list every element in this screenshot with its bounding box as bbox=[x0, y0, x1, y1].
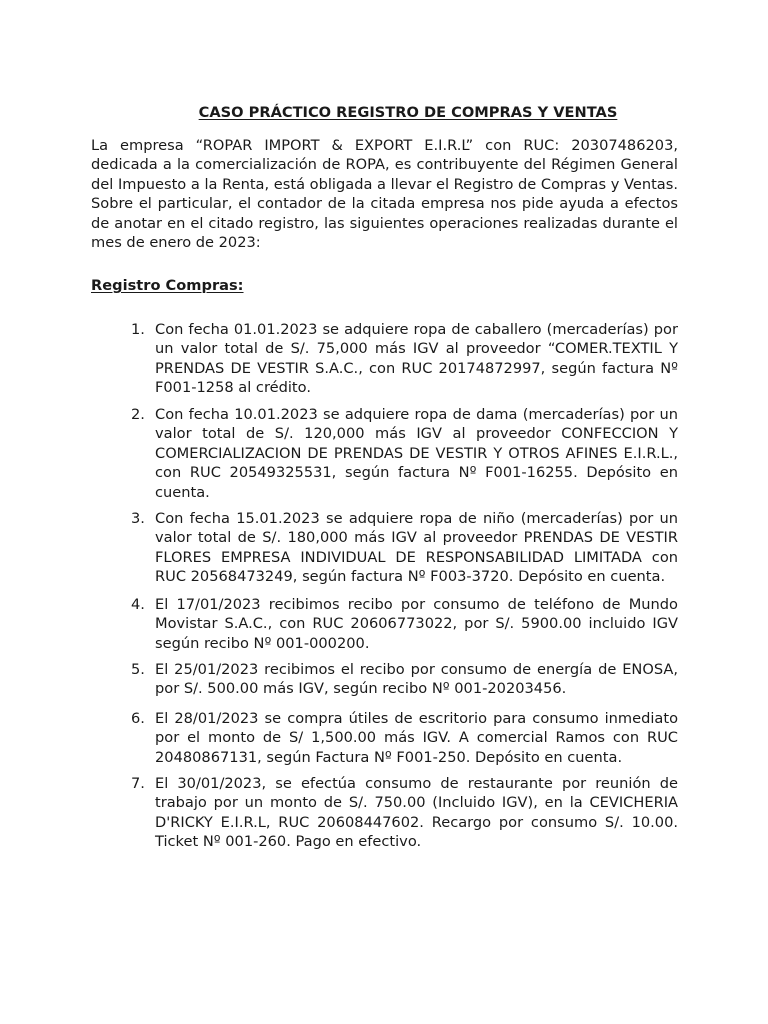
list-item-text: Con fecha 10.01.2023 se adquiere ropa de dama (mercaderías) por un valor total de S/. 120,000 más IGV al proveedor CONFECCION Y COMERCIALIZACION DE PRENDAS DE VESTIR Y OTROS AFINES E.I.R.L., con RUC 20549325531, según factura Nº F001-16255. Depósito en cuenta. bbox=[155, 406, 678, 501]
intro-paragraph: La empresa “ROPAR IMPORT & EXPORT E.I.R.L” con RUC: 20307486203, dedicada a la comercialización de ROPA, es contribuyente del Régimen General del Impuesto a la Renta, está obligada a llevar el Registro de Compras y Ventas. Sobre el particular, el contador de la citada empresa nos pide ayuda a efectos de anotar en el citado registro, las siguientes operaciones realizadas durante el mes de enero de 2023: bbox=[91, 137, 678, 252]
list-item-text: Con fecha 15.01.2023 se adquiere ropa de niño (mercaderías) por un valor total de S/. 180,000 más IGV al proveedor PRENDAS DE VESTIR FLORES EMPRESA INDIVIDUAL DE RESPONSABILIDAD LIMITADA con RUC 20568473249, según factura Nº F003-3720. Depósito en cuenta. bbox=[155, 510, 678, 586]
list-item-text: El 17/01/2023 recibimos recibo por consumo de teléfono de Mundo Movistar S.A.C., con RUC 20606773022, por S/. 5900.00 incluido IGV según recibo Nº 001-000200. bbox=[155, 596, 678, 652]
list-item-number: 1. bbox=[131, 321, 145, 338]
list-item-number: 5. bbox=[131, 661, 145, 678]
list-item-number: 7. bbox=[131, 775, 145, 792]
list-item-text: Con fecha 01.01.2023 se adquiere ropa de caballero (mercaderías) por un valor total de S/. 75,000 más IGV al proveedor “COMER.TEXTIL Y PRENDAS DE VESTIR S.A.C., con RUC 20174872997, según factura Nº F001-1258 al crédito. bbox=[155, 321, 678, 397]
list-item-number: 3. bbox=[131, 510, 145, 527]
document-title: CASO PRÁCTICO REGISTRO DE COMPRAS Y VENTAS bbox=[198, 103, 618, 121]
list-item-text: El 30/01/2023, se efectúa consumo de restaurante por reunión de trabajo por un monto de S/. 750.00 (Incluido IGV), en la CEVICHERIA D'RICKY E.I.R.L, RUC 20608447602. Recargo por consumo S/. 10.00. Ticket Nº 001-260. Pago en efectivo. bbox=[155, 775, 678, 851]
list-item-number: 4. bbox=[131, 596, 145, 613]
section-heading-registro-compras: Registro Compras: bbox=[91, 277, 244, 294]
list-item-number: 2. bbox=[131, 406, 145, 423]
list-item-text: El 25/01/2023 recibimos el recibo por consumo de energía de ENOSA, por S/. 500.00 más IGV, según recibo Nº 001-20203456. bbox=[155, 661, 678, 698]
list-item-number: 6. bbox=[131, 710, 145, 727]
list-item-text: El 28/01/2023 se compra útiles de escritorio para consumo inmediato por el monto de S/ 1,500.00 más IGV. A comercial Ramos con RUC 20480867131, según Factura Nº F001-250. Depósito en cuenta. bbox=[155, 710, 678, 766]
